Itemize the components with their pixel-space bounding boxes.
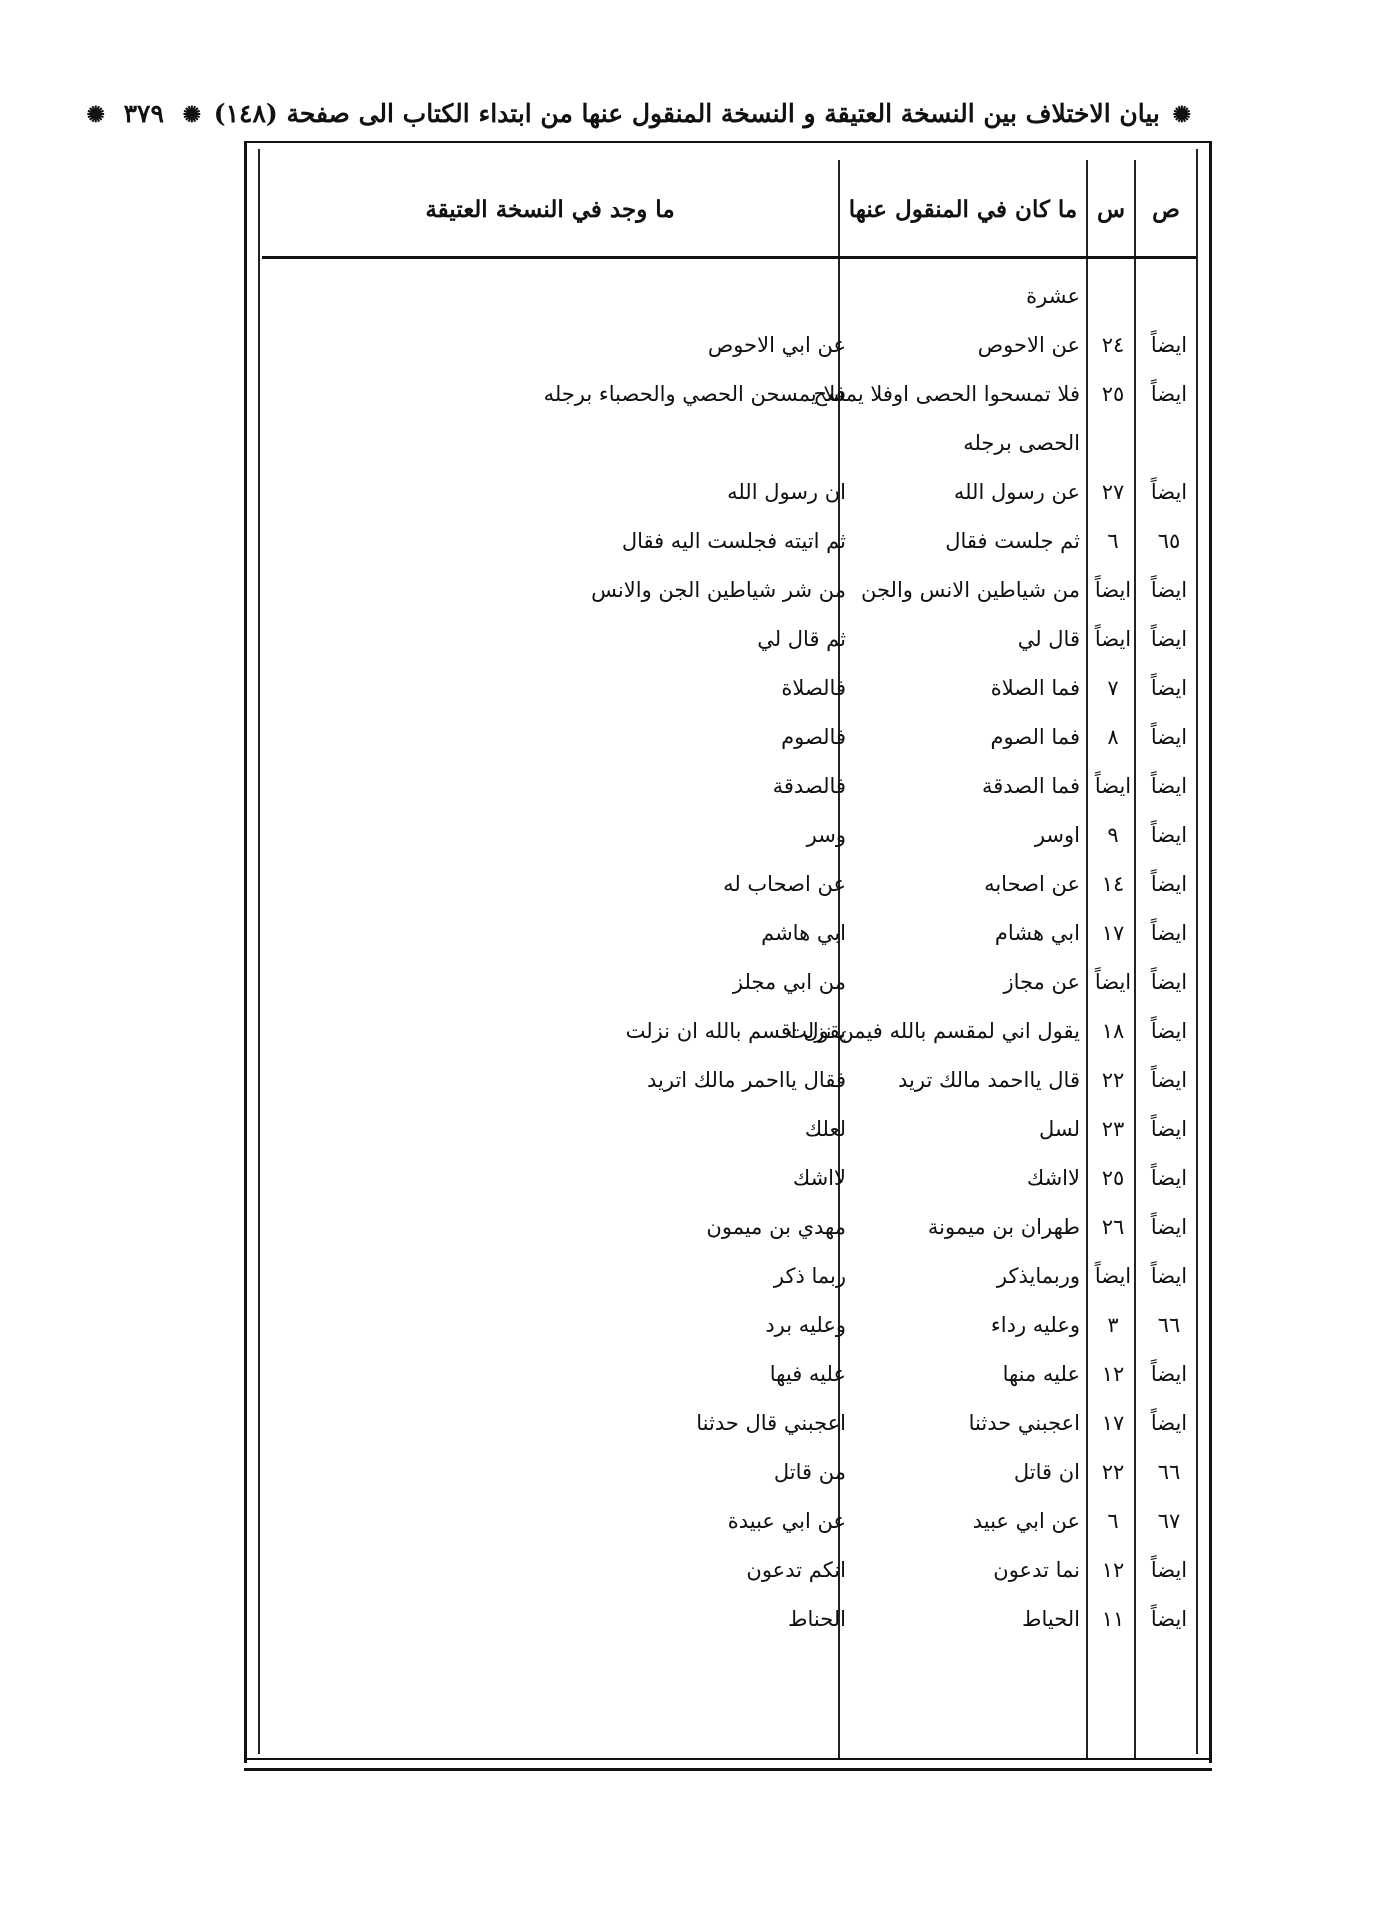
bottom-rule: [244, 1768, 1212, 1771]
row-page-cell: ٦٥: [1157, 529, 1181, 553]
row-line-cell: ٢٣: [1101, 1117, 1125, 1141]
row-original-cell: الحصى برجله: [963, 431, 1080, 455]
row-page-cell: [1142, 419, 1196, 468]
row-line-cell: ٢٦: [1101, 1215, 1125, 1239]
row-original-cell: ان قاتل: [1013, 1460, 1080, 1484]
frame-inner-line: [1196, 149, 1198, 1754]
row-original-cell: من شياطين الانس والجن: [861, 578, 1080, 602]
row-page-cell: ايضاً: [1150, 970, 1188, 994]
row-page-cell: ايضاً: [1150, 333, 1188, 357]
row-original-cell: اوسر: [1034, 823, 1080, 847]
row-line-cell: ١٨: [1101, 1019, 1125, 1043]
table-row: [262, 370, 1196, 419]
row-original-cell: لااشك: [1026, 1166, 1080, 1190]
row-old-copy-cell: عن ابي عبيدة: [727, 1509, 846, 1533]
row-old-copy-cell: من شر شياطين الجن والانس: [591, 578, 846, 602]
table-row: [262, 1595, 1196, 1644]
row-old-copy-cell: من ابي مجلز: [732, 970, 846, 994]
row-old-copy-cell: [370, 272, 850, 321]
row-original-cell: فما الصلاة: [990, 676, 1080, 700]
row-old-copy-cell: فالصلاة: [781, 676, 846, 700]
row-old-copy-cell: انكم تدعون: [746, 1558, 846, 1582]
row-line-cell: ٢٥: [1101, 382, 1125, 406]
row-page-cell: ايضاً: [1150, 1607, 1188, 1631]
table-row: [262, 1399, 1196, 1448]
table-row: [262, 1546, 1196, 1595]
row-line-cell: ٢٢: [1101, 1068, 1125, 1092]
row-original-cell: عن الاحوص: [977, 333, 1080, 357]
row-old-copy-cell: ثم اتيته فجلست اليه فقال: [621, 529, 846, 553]
row-old-copy-cell: مهدي بن ميمون: [706, 1215, 846, 1239]
table-body: [262, 272, 1196, 1644]
table-row: [262, 713, 1196, 762]
row-line-cell: ٢٥: [1101, 1166, 1125, 1190]
table-row: [262, 958, 1196, 1007]
header-title: بيان الاختلاف بين النسخة العتيقة و النسخة المنقول عنها من ابتداء الكتاب الى صفحة (١٤٨): [213, 99, 1160, 128]
table-row: [262, 1448, 1196, 1497]
row-line-cell: ١١: [1101, 1607, 1125, 1631]
row-line-cell: ١٢: [1101, 1558, 1125, 1582]
row-old-copy-cell: وعليه برد: [765, 1313, 846, 1337]
row-page-cell: [1142, 272, 1196, 321]
row-original-cell: عليه منها: [1002, 1362, 1080, 1386]
row-old-copy-cell: لااشك: [792, 1166, 846, 1190]
row-page-cell: ايضاً: [1150, 872, 1188, 896]
row-old-copy-cell: يقول اقسم بالله ان نزلت: [625, 1019, 846, 1043]
row-original-cell: قال يااحمد مالك تريد: [898, 1068, 1080, 1092]
row-original-cell: وربمايذكر: [996, 1264, 1080, 1288]
row-page-cell: ايضاً: [1150, 1215, 1188, 1239]
table-row: [262, 615, 1196, 664]
row-line-cell: ٦: [1107, 529, 1119, 553]
row-old-copy-cell: اعجبني قال حدثنا: [696, 1411, 846, 1435]
row-line-cell: ١٢: [1101, 1362, 1125, 1386]
row-line-cell: ايضاً: [1094, 970, 1132, 994]
column-header-line: س: [1096, 196, 1126, 223]
row-old-copy-cell: فلا يمسحن الحصي والحصباء برجله: [543, 382, 846, 406]
row-line-cell: ٩: [1107, 823, 1119, 847]
frame-inner-line: [258, 149, 260, 1754]
row-original-cell: قال لي: [1017, 627, 1080, 651]
row-page-cell: ايضاً: [1150, 1362, 1188, 1386]
row-page-cell: ايضاً: [1150, 382, 1188, 406]
row-page-cell: ٦٦: [1157, 1313, 1181, 1337]
row-line-cell: ايضاً: [1094, 578, 1132, 602]
row-original-cell: الحياط: [1022, 1607, 1080, 1631]
row-original-cell: يقول اني لمقسم بالله فيمن نزلت: [787, 1019, 1080, 1043]
row-page-cell: ايضاً: [1150, 823, 1188, 847]
row-old-copy-cell: لعلك: [804, 1117, 846, 1141]
table-row: [262, 664, 1196, 713]
table-row: [262, 1301, 1196, 1350]
ornament-icon: ✺: [86, 102, 105, 128]
row-line-cell: ١٤: [1101, 872, 1125, 896]
table-row: [262, 1154, 1196, 1203]
table-row: [262, 1056, 1196, 1105]
table-row: [262, 272, 1196, 321]
row-old-copy-cell: ابي هاشم: [761, 921, 846, 945]
ornament-icon: ✺: [182, 102, 202, 128]
table-row: [262, 762, 1196, 811]
table-row: [262, 1350, 1196, 1399]
row-line-cell: ٢٢: [1101, 1460, 1125, 1484]
page-header: [86, 92, 1195, 136]
ornament-icon: ✺: [1172, 102, 1191, 128]
row-old-copy-cell: ان رسول الله: [727, 480, 846, 504]
row-line-cell: ٨: [1107, 725, 1119, 749]
row-line-cell: ٢٧: [1101, 480, 1125, 504]
row-page-cell: ايضاً: [1150, 578, 1188, 602]
row-page-cell: ايضاً: [1150, 1019, 1188, 1043]
row-page-cell: ايضاً: [1150, 921, 1188, 945]
row-old-copy-cell: فالصوم: [781, 725, 846, 749]
row-old-copy-cell: عن اصحاب له: [723, 872, 846, 896]
row-old-copy-cell: فقال يااحمر مالك اتريد: [646, 1068, 846, 1092]
table-row: [262, 517, 1196, 566]
bottom-rule: [244, 1758, 1212, 1760]
row-page-cell: ايضاً: [1150, 480, 1188, 504]
row-old-copy-cell: فالصدقة: [772, 774, 846, 798]
row-page-cell: ايضاً: [1150, 1411, 1188, 1435]
row-page-cell: ٦٦: [1157, 1460, 1181, 1484]
table-row: [262, 909, 1196, 958]
row-original-cell: عن ابي عبيد: [972, 1509, 1080, 1533]
row-page-cell: ٦٧: [1157, 1509, 1181, 1533]
row-page-cell: ايضاً: [1150, 1264, 1188, 1288]
row-page-cell: ايضاً: [1150, 1117, 1188, 1141]
page-number: ٣٧٩: [123, 99, 164, 128]
row-page-cell: ايضاً: [1150, 774, 1188, 798]
table-row: [262, 1105, 1196, 1154]
row-original-cell: لسل: [1038, 1117, 1080, 1141]
row-original-cell: اعجبني حدثنا: [968, 1411, 1080, 1435]
row-old-copy-cell: ثم قال لي: [757, 627, 846, 651]
row-old-copy-cell: عليه فيها: [769, 1362, 846, 1386]
row-original-cell: وعليه رداء: [990, 1313, 1080, 1337]
row-line-cell: ٣: [1107, 1313, 1119, 1337]
table-row: [262, 860, 1196, 909]
row-line-cell: ٢٤: [1101, 333, 1125, 357]
row-old-copy-cell: [370, 419, 850, 468]
row-line-cell: ايضاً: [1094, 627, 1132, 651]
row-original-cell: فما الصوم: [990, 725, 1080, 749]
row-old-copy-cell: ربما ذكر: [773, 1264, 846, 1288]
row-line-cell: [1090, 419, 1136, 468]
row-old-copy-cell: من قاتل: [773, 1460, 846, 1484]
row-original-cell: عن رسول الله: [953, 480, 1080, 504]
table-row: [262, 321, 1196, 370]
row-page-cell: ايضاً: [1150, 1068, 1188, 1092]
row-line-cell: ايضاً: [1094, 774, 1132, 798]
row-line-cell: [1090, 272, 1136, 321]
row-line-cell: ١٧: [1101, 921, 1125, 945]
column-header-old-copy: ما وجد في النسخة العتيقة: [425, 196, 675, 223]
row-page-cell: ايضاً: [1150, 676, 1188, 700]
row-original-cell: طهران بن ميمونة: [927, 1215, 1080, 1239]
table-row: [262, 468, 1196, 517]
column-header-original: ما كان في المنقول عنها: [848, 196, 1078, 223]
table-row: [262, 811, 1196, 860]
row-page-cell: ايضاً: [1150, 1166, 1188, 1190]
table-row: [262, 1007, 1196, 1056]
row-page-cell: ايضاً: [1150, 725, 1188, 749]
table-row: [262, 1497, 1196, 1546]
header-rule: [262, 256, 1196, 259]
table-row: [262, 1252, 1196, 1301]
table-row: [262, 566, 1196, 615]
row-original-cell: عشرة: [1026, 284, 1080, 308]
row-original-cell: عن اصحابه: [984, 872, 1080, 896]
row-original-cell: ثم جلست فقال: [945, 529, 1080, 553]
row-original-cell: فلا تمسحوا الحصى اوفلا يمسح: [813, 382, 1080, 406]
row-original-cell: عن مجاز: [1003, 970, 1080, 994]
row-line-cell: ايضاً: [1094, 1264, 1132, 1288]
column-header-page: ص: [1152, 196, 1180, 223]
row-original-cell: ابي هشام: [994, 921, 1080, 945]
row-old-copy-cell: عن ابي الاحوص: [707, 333, 846, 357]
row-original-cell: فما الصدقة: [981, 774, 1080, 798]
row-original-cell: نما تدعون: [993, 1558, 1080, 1582]
row-old-copy-cell: الحناط: [788, 1607, 846, 1631]
table-row: [262, 419, 1196, 468]
row-page-cell: ايضاً: [1150, 627, 1188, 651]
table-row: [262, 1203, 1196, 1252]
row-line-cell: ٧: [1107, 676, 1119, 700]
row-page-cell: ايضاً: [1150, 1558, 1188, 1582]
row-line-cell: ٦: [1107, 1509, 1119, 1533]
row-old-copy-cell: وسر: [806, 823, 846, 847]
row-line-cell: ١٧: [1101, 1411, 1125, 1435]
